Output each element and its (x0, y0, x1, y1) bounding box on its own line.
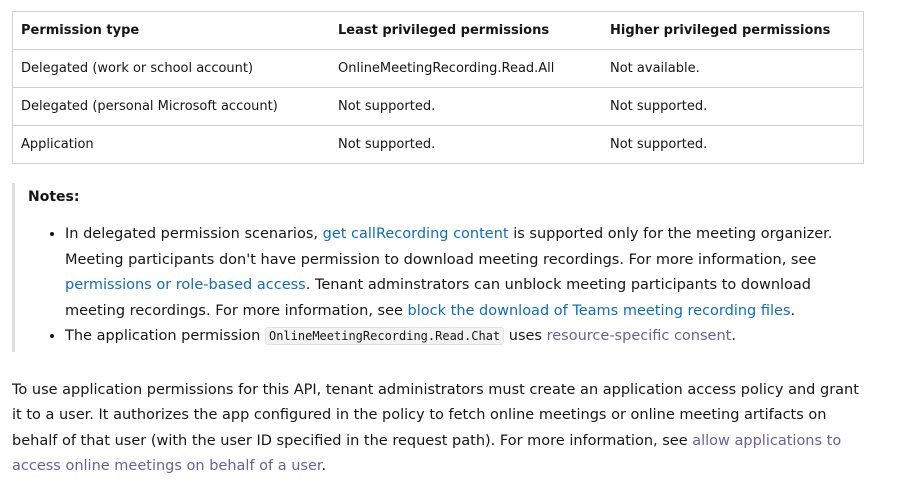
get-callrecording-content-link[interactable]: get callRecording content (322, 226, 509, 242)
header-least-privileged: Least privileged permissions (330, 12, 602, 50)
cell-higher-privileged: Not available. (602, 50, 864, 88)
allow-applications-link[interactable]: allow applications to access online meetings on behalf of a user (12, 432, 842, 474)
cell-higher-privileged: Not supported. (602, 88, 864, 126)
block-download-link[interactable]: block the download of Teams meeting recording files (407, 302, 791, 319)
cell-least-privileged: Not supported. (330, 126, 602, 164)
table-header-row (13, 12, 864, 50)
table-row (13, 88, 864, 126)
note-text: . Tenant adminstrators can unblock meeting participants to download meeting recordings. For more information, see (65, 277, 812, 319)
cell-least-privileged: OnlineMeetingRecording.Read.All (330, 50, 602, 88)
cell-permission-type: Delegated (personal Microsoft account) (13, 88, 331, 126)
header-permission-type: Permission type (13, 12, 331, 50)
permissions-rbac-link[interactable]: permissions or role-based access (65, 277, 306, 293)
note-text: . (790, 302, 796, 319)
list-item (65, 222, 874, 324)
header-higher-privileged: Higher privileged permissions (602, 12, 864, 50)
table-row (13, 126, 864, 164)
table-row (13, 50, 864, 88)
notes-title: Notes: (28, 189, 80, 205)
cell-permission-type: Delegated (work or school account) (13, 50, 331, 88)
notes-callout (12, 183, 874, 352)
note-text: The application permission (65, 328, 265, 344)
cell-permission-type: Application (13, 126, 331, 164)
paragraph-text: To use application permissions for this API, tenant administrators must create an application access policy and grant it to a user. It authorizes the app configured in the policy to fetch online meetings or online meeting artifacts on behalf of that user (with the user ID specified in the request path). For more information, see (12, 381, 859, 449)
note-text: is supported only for the meeting organizer. Meeting participants don't have permission to download meeting recordings. For more information, see (65, 226, 833, 268)
paragraph-end: . (321, 458, 327, 474)
note-text: In delegated permission scenarios, (65, 226, 323, 242)
cell-least-privileged: Not supported. (330, 88, 602, 126)
notes-list (28, 222, 874, 350)
note-text: . (731, 328, 736, 344)
cell-higher-privileged: Not supported. (602, 126, 864, 164)
application-permissions-paragraph (12, 378, 872, 480)
note-text: uses (504, 328, 547, 344)
list-item (65, 324, 874, 350)
permission-code: OnlineMeetingRecording.Read.Chat (265, 327, 504, 345)
resource-specific-consent-link[interactable]: resource-specific consent (546, 328, 732, 344)
permissions-table (12, 11, 864, 164)
